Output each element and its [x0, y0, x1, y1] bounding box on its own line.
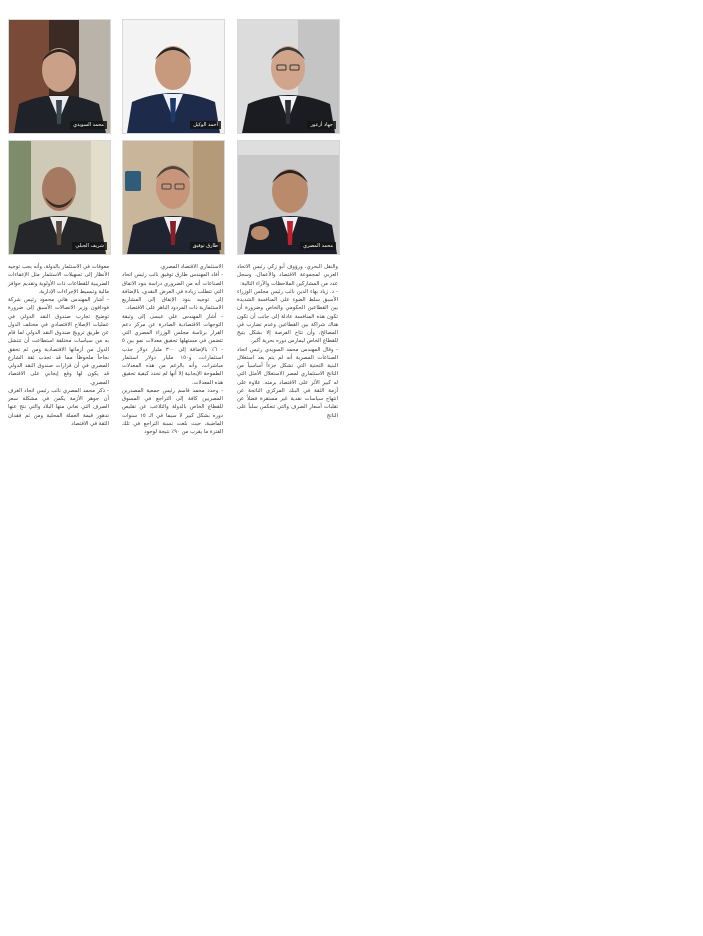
- portrait-image: [238, 141, 339, 254]
- photo-ahmed-elwakil: [122, 19, 225, 134]
- photo-jihad-azour: [237, 19, 340, 134]
- photo-caption: شريف الجبلي: [72, 242, 107, 250]
- portrait-image: [9, 141, 110, 254]
- photo-caption: جهاد أزعور: [307, 121, 336, 129]
- photo-mohamed-sewedy: [8, 19, 111, 134]
- photo-caption: محمد السويدي: [70, 121, 107, 129]
- photo-mohamed-elmasry: [237, 140, 340, 255]
- photo-tarek-tawfik: [122, 140, 225, 255]
- paragraph: - ذكر محمد المصري نائب رئيس اتحاد الغرف أن جوهر الأزمة يكمن في مشكلة سعر الصرف التي تعاني منها البلاد والتي نتج عنها تدهور قيمة العملة المحلية ومن ثم فقدان الثقة في الاقتصاد: [8, 387, 109, 427]
- article-column-middle: [122, 263, 223, 436]
- paragraph: - وقال المهندس محمد السويدي رئيس اتحاد الصناعات المصرية أنه لم يتم بعد استغلال البنية التحتية التي تشكل جزءاً أساسياً من الناتج الاستثماري لمصر الاستغلال الأمثل التي له كبير الأثر على الاقتصاد برمته. علاوة على أزمة الثقة في البنك المركزي الناتجة عن انتهاج سياسات نقدية غير مستقرة فضلاً عن تقلبات أسعار الصرف والتي تنعكس سلباً على الناتج: [237, 346, 338, 419]
- photo-sherif-elgabaly: [8, 140, 111, 255]
- portrait-image: [123, 141, 224, 254]
- paragraph: - وحدد محمد قاسم رئيس جمعية المصدرين المصريين كافة إلى التراجع في المسوق للقطاع الخاص بالدولة والتلاعب عن تقليص دوره بشكل كبير لا سيما في الـ ١٥ سنوات الماضية، حيث بلغت نسبة التراجع في تلك الفترة ما يقرب من ٩٠٪ نتيجة لوجود: [122, 387, 223, 435]
- article-column-right: [237, 263, 338, 420]
- portrait-image: [123, 20, 224, 133]
- article-column-left: [8, 263, 109, 428]
- paragraph: - أفاد المهندس طارق توفيق نائب رئيس اتحاد الصناعات أنه من الضروري دراسة بنود الاتفاق التي تتطلب زيادة في العرض النقدي، بالإضافة إلى توجيه بنود الإنفاق إلى المشاريع الاستثمارية ذات المردود الباهر على الاقتصاد.: [122, 272, 223, 312]
- portrait-image: [9, 20, 110, 133]
- portrait-image: [238, 20, 339, 133]
- photo-caption: أحمد الوكيل: [190, 121, 221, 129]
- photo-caption: طارق توفيق: [190, 242, 221, 250]
- paragraph: معوقات في الاستثمار بالدولة، وأنه يجب توجيه الأنظار إلى تسهيلات الاستثمار مثل الإعفاءات الضريبية للقطاعات ذات الأولوية وتقديم حوافز مالية وتبسيط الإجراءات الإدارية.: [8, 264, 109, 295]
- paragraph: - أشار المهندس هاني محمود رئيس شركة فودافون وزير الاتصالات الأسبق إلى ضرورة توضيح تجارب صندوق النقد الدولي في عمليات الإصلاح الاقتصادي في مختلف الدول عن طريق ترويج صندوق النقد الدولي لما قام به من سياسات مختلفة استطاعت أن تنتشل الدول من أزماتها الاقتصادية ومن ثم تحقق نجاحاً ملحوظاً مما قد تجذب ثقة الشارع المصري في أن قرارات صندوق النقد الدولي قد يكون لها وقع إيجابي على الاقتصاد المصري.: [8, 297, 109, 386]
- paragraph: - أشار المهندس علي عيسى إلى وثيقة التوجهات الاقتصادية الصادرة عن مركز دعم القرار برئاسة مجلس الوزراء المصري التي تتضمن في مستهلها تحقيق معدلات نمو بين ٥ - ٦٪ بالإضافة إلى ٣٠٠ مليار دولار جذب استثمارات، و١٥٠ مليار دولار استثمار مباشرات، وأنه بالرغم من هذه المعدلات الطموحة الإيجابية إلا أنها لم تحدد كيفية تحقيق هذه المعدلات.: [122, 313, 223, 386]
- photo-caption: محمد المصري: [300, 242, 336, 250]
- paragraph: الاستثماري الاقتصاد المصري.: [159, 264, 223, 270]
- paragraph: - د. زياد بهاء الدين نائب رئيس مجلس الوزراء الأسبق سلط الضوء على المنافسة الشديدة بين القطاعين الحكومي والخاص وضرورة أن تكون هذه المنافسة عادلة إلى جانب أن تكون هناك شراكة بين القطاعين وعدم تضارب في المصالح، وأن تتاح الفرصة إلا بشكل يتيح للقطاع الخاص ليمارس دوره بحرية أكبر.: [237, 288, 338, 345]
- paragraph: والنقل البحري، ورؤوف أبو زكي رئيس الاتحاد العربي لمجموعة الاقتصاد والأعمال، وسجل عدد من المشاركين الملاحظات والآراء التالية:: [237, 264, 338, 287]
